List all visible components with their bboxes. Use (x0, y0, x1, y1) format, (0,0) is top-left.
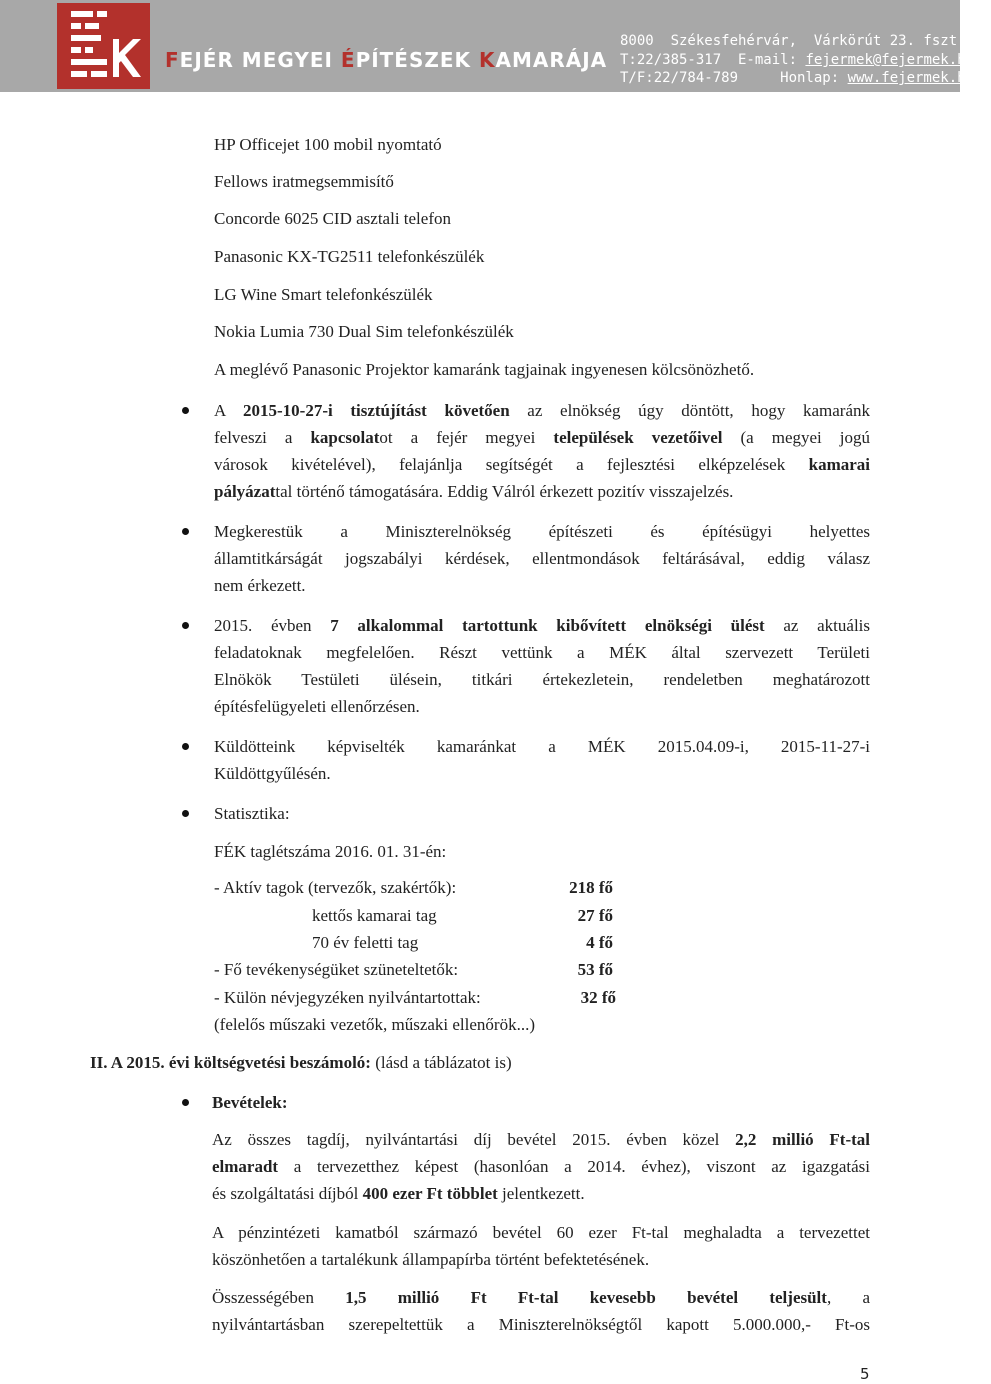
chamber-logo (57, 3, 150, 89)
stat-value: 4 fő (586, 933, 613, 952)
stat-label: - Fő tevékenységüket szüneteltetők: (214, 960, 459, 979)
paragraph-line: 2015. évben 7 alkalommal tartottunk kibővített elnökségi ülést az aktuális (214, 616, 871, 635)
headcount-label: FÉK taglétszáma 2016. 01. 31-én: (214, 842, 447, 861)
stat-label: 70 év feletti tag (312, 933, 419, 952)
paragraph-line: köszönhetően a tartalékunk állampapírba történt befektetésének. (212, 1250, 650, 1269)
paragraph-line: A pénzintézeti kamatból származó bevétel 60 ezer Ft-tal meghaladta a tervezettet (212, 1223, 870, 1242)
phone-email: T:22/385-317 E-mail: fejermek@fejermek.hu (620, 52, 975, 68)
stat-label: - Külön névjegyzéken nyilvántartottak: (214, 988, 481, 1007)
equipment-item: Concorde 6025 CID asztali telefon (214, 209, 451, 228)
bullet-icon (182, 810, 189, 817)
stat-label: - Aktív tagok (tervezők, szakértők): (214, 878, 457, 897)
paragraph-line: Az összes tagdíj, nyilvántartási díj bevétel 2015. évben közel 2,2 millió Ft-tal (212, 1130, 871, 1149)
paragraph-line: Megkerestük a Miniszterelnökség építészeti és építésügyi helyettes (214, 522, 870, 541)
paragraph-line: Elnökök Testületi ülésein, titkári értekezletein, rendeletben meghatározott (214, 670, 870, 689)
paragraph-line: nyilvántartásban szerepeltettük a Miniszterelnökségtől kapott 5.000.000,- Ft-os (212, 1315, 870, 1334)
equipment-item: Nokia Lumia 730 Dual Sim telefonkészülék (214, 322, 514, 341)
paragraph-line: felveszi a kapcsolatot a fejér megyei települések vezetőivel (a megyei jogú (214, 428, 870, 447)
paragraph-line: elmaradt a tervezetthez képest (hasonlóan a 2014. évhez), viszont az igazgatási (212, 1157, 870, 1176)
stat-value: 32 fő (580, 988, 616, 1007)
equipment-item: Panasonic KX-TG2511 telefonkészülék (214, 247, 485, 266)
paragraph-line: Küldöttgyűlésén. (214, 764, 331, 783)
equipment-item: LG Wine Smart telefonkészülék (214, 285, 433, 304)
paragraph-line: államtitkárságát jogszabályi kérdések, ellentmondások feltárásával, eddig válasz (214, 549, 870, 568)
address: 8000 Székesfehérvár, Várkörút 23. fszt. 3. (620, 33, 991, 49)
letterhead (0, 0, 991, 92)
stat-value: 218 fő (569, 878, 613, 897)
page-number: 5 (860, 1365, 870, 1383)
bullet-icon (182, 407, 189, 414)
paragraph-line: nem érkezett. (214, 576, 306, 595)
paragraph-line: és szolgáltatási díjból 400 ezer Ft többlet jelentkezett. (212, 1184, 585, 1203)
website-link[interactable]: www.fejermek.hu (847, 70, 975, 86)
statistics-title: Statisztika: (214, 804, 290, 823)
paragraph-line: Összességében 1,5 millió Ft Ft-tal kevesebb bevétel teljesült, a (212, 1288, 871, 1307)
equipment-item: Fellows iratmegsemmisítő (214, 172, 394, 191)
stat-label: kettős kamarai tag (312, 906, 437, 925)
section-heading: II. A 2015. évi költségvetési beszámoló: (lásd a táblázatot is) (90, 1053, 512, 1072)
equipment-item: A meglévő Panasonic Projektor kamaránk tagjainak ingyenesen kölcsönözhető. (214, 360, 755, 379)
stat-value: 27 fő (577, 906, 613, 925)
bullet-icon (182, 1099, 189, 1106)
paragraph-line: Küldötteink képviselték kamaránkat a MÉK 2015.04.09-i, 2015-11-27-i (214, 737, 870, 756)
bullet-icon (182, 622, 189, 629)
paragraph-line: pályázattal történő támogatására. Eddig Válról érkezett pozitív visszajelzés. (214, 482, 734, 501)
bullet-icon (182, 528, 189, 535)
stat-value: 53 fő (577, 960, 613, 979)
paragraph-line: építésfelügyeleti ellenőrzésen. (214, 697, 420, 716)
organization-name: FEJÉR MEGYEI ÉPÍTÉSZEK KAMARÁJA (165, 48, 608, 72)
equipment-item: HP Officejet 100 mobil nyomtató (214, 135, 442, 154)
stat-note: (felelős műszaki vezetők, műszaki ellenőrök...) (214, 1015, 535, 1034)
email-link[interactable]: fejermek@fejermek.hu (805, 52, 975, 68)
paragraph-line: városok kivételével), felajánlja segítségét a fejlesztési elképzelések kamarai (214, 455, 870, 474)
revenues-label: Bevételek: (212, 1093, 288, 1112)
fax-website: T/F:22/784-789 Honlap: www.fejermek.hu (620, 70, 975, 86)
paragraph-line: A 2015-10-27-i tisztújítást követően az elnökség úgy döntött, hogy kamaránk (214, 401, 871, 420)
paragraph-line: feladatoknak megfelelően. Részt vettünk a MÉK által szervezett Területi (214, 643, 870, 662)
bullet-icon (182, 743, 189, 750)
